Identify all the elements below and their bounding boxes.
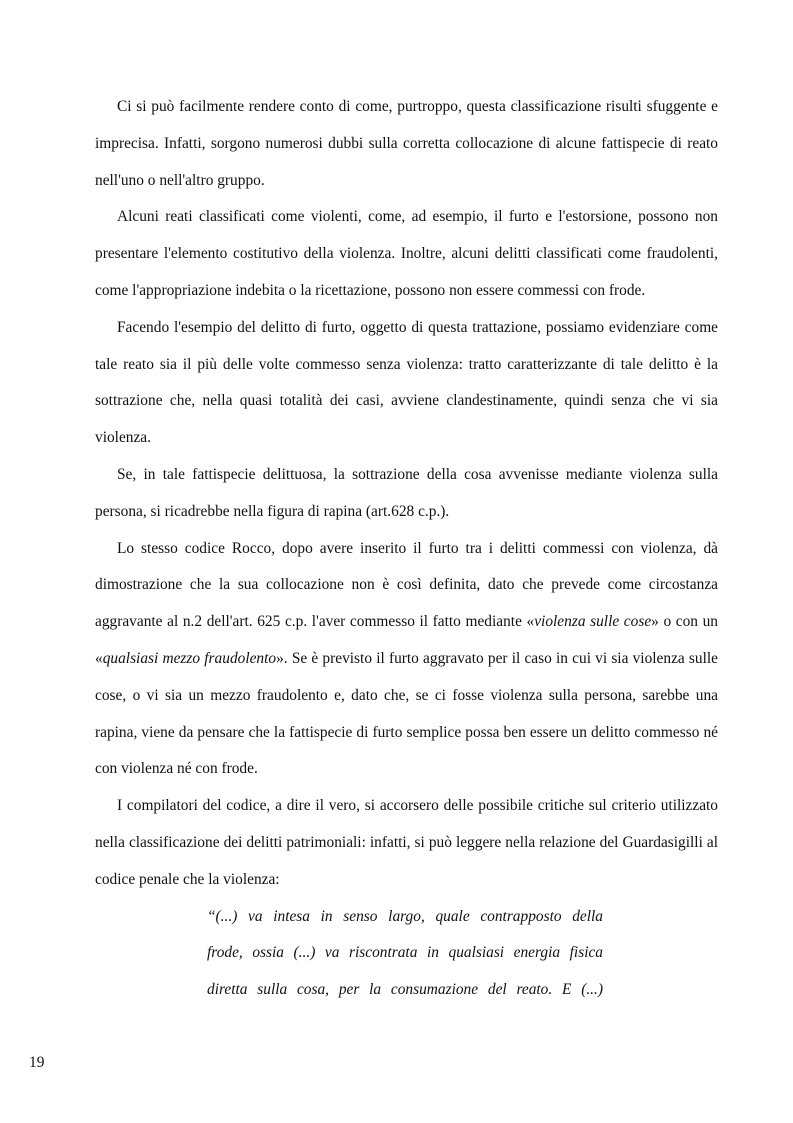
italic-mezzo-fraudolento: qualsiasi mezzo fraudolento: [102, 649, 277, 667]
paragraph-5: [95, 531, 718, 789]
paragraph-5-part-2: » o con un «: [95, 613, 719, 667]
paragraph-5-part-3: ». Se è previsto il furto aggravato per il caso in cui vi sia violenza sulle cose, o vi sia un mezzo fraudolento e, dato che, se ci fosse violenza sulla persona, sarebbe una rapina, viene da pensare che la fattispecie di furto semplice possa ben essere un delitto commesso né con violenza né con frode.: [95, 649, 718, 778]
paragraph-3: Facendo l'esempio del delitto di furto, oggetto di questa trattazione, possiamo evidenziare come tale reato sia il più delle volte commesso senza violenza: tratto caratterizzante di tale delitto è la sottrazione che, nella quasi totalità dei casi, avviene clandestinamente, quindi senza che vi sia violenza.: [95, 318, 718, 447]
body-text: [95, 89, 718, 1009]
paragraph-6: I compilatori del codice, a dire il vero, si accorsero delle possibile critiche sul criterio utilizzato nella classificazione dei delitti patrimoniali: infatti, si può leggere nella relazione del Guardasigilli al codice penale che la violenza:: [95, 797, 718, 888]
paragraph-5-part-1: Lo stesso codice Rocco, dopo avere inserito il furto tra i delitti commessi con violenza, dà dimostrazione che la sua collocazione non è così definita, dato che prevede come circostanza aggravante al n.2 dell'art. 625 c.p. l'aver commesso il fatto mediante «: [95, 539, 718, 631]
block-quote: [95, 899, 718, 1009]
quote-line-2: frode, ossia (...) va riscontrata in qualsiasi energia fisica: [207, 944, 603, 962]
quote-line-3: diretta sulla cosa, per la consumazione del reato. E (...): [207, 981, 603, 999]
page-number: 19: [29, 1054, 45, 1071]
paragraph-4: Se, in tale fattispecie delittuosa, la sottrazione della cosa avvenisse mediante violenza sulla persona, si ricadrebbe nella figura di rapina (art.628 c.p.).: [95, 465, 718, 520]
italic-violenza-sulle-cose: violenza sulle cose: [534, 613, 652, 631]
paragraph-2: Alcuni reati classificati come violenti, come, ad esempio, il furto e l'estorsione, possono non presentare l'elemento costitutivo della violenza. Inoltre, alcuni delitti classificati come fraudolenti, come l'appropriazione indebita o la ricettazione, possono non essere commessi con frode.: [95, 208, 718, 299]
quote-line-1: “(...) va intesa in senso largo, quale contrapposto della: [207, 907, 603, 925]
paragraph-1: Ci si può facilmente rendere conto di come, purtroppo, questa classificazione risulti sfuggente e imprecisa. Infatti, sorgono numerosi dubbi sulla corretta collocazione di alcune fattispecie di reato nell'uno o nell'altro gruppo.: [95, 98, 718, 189]
